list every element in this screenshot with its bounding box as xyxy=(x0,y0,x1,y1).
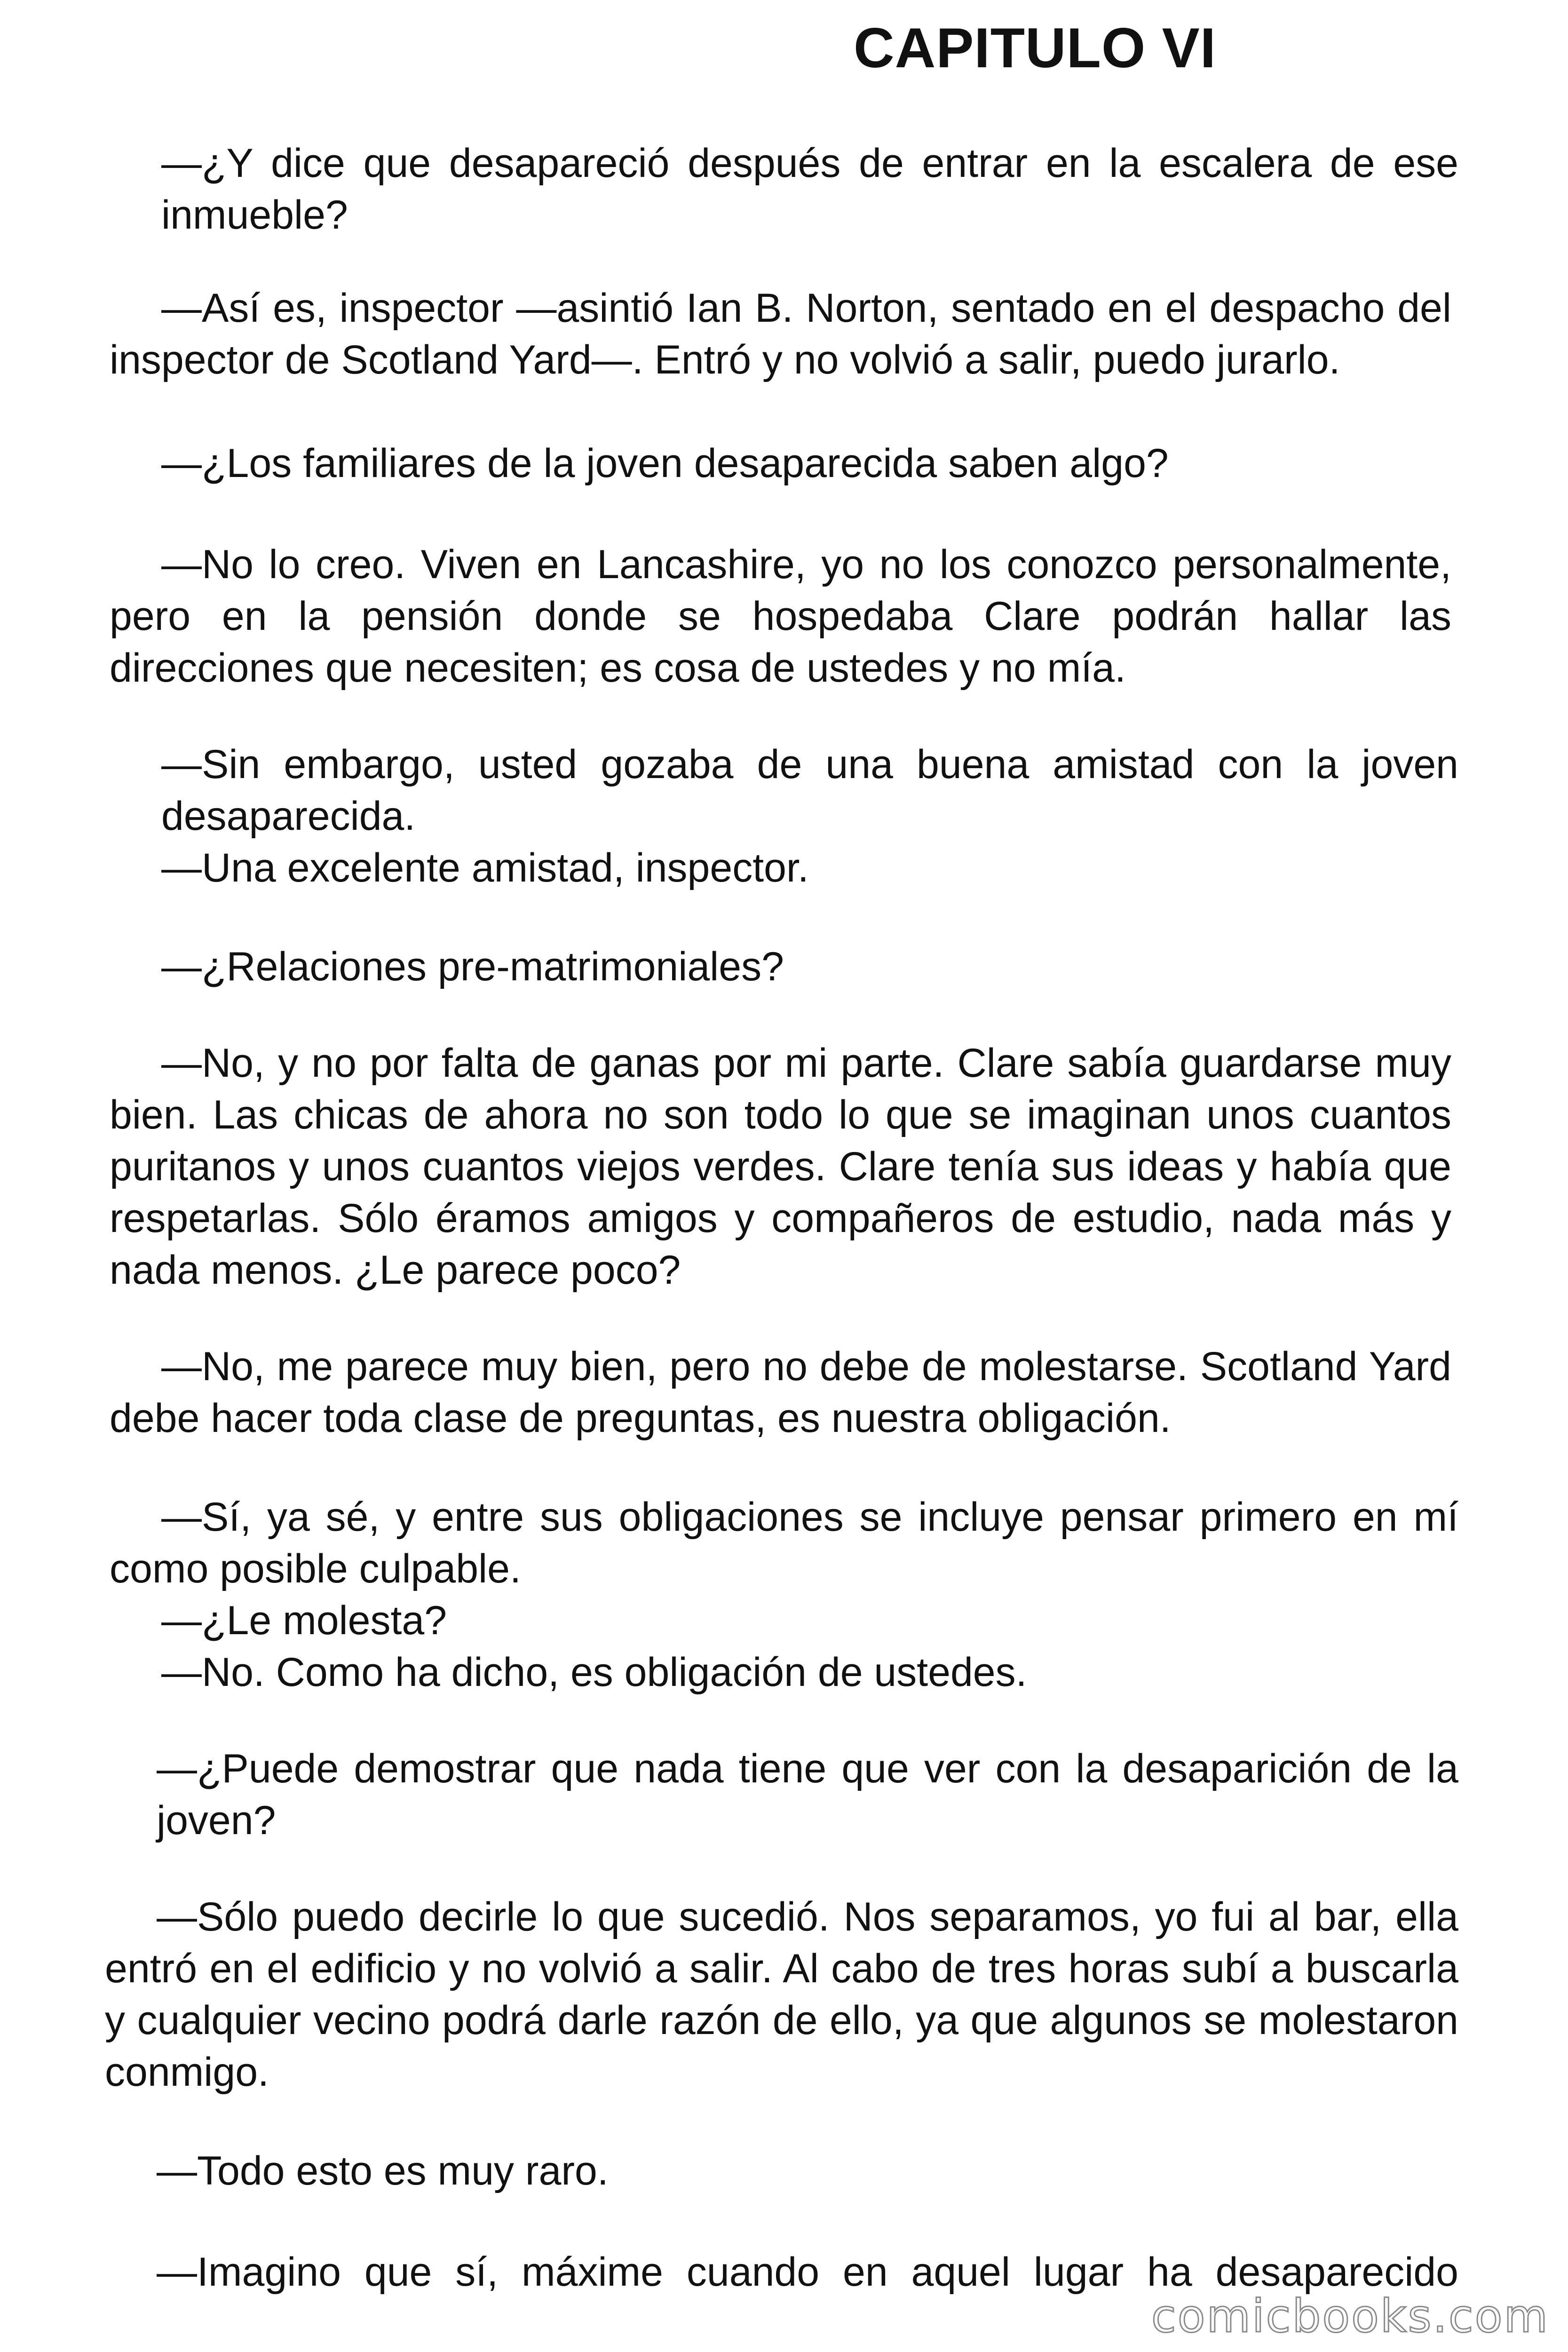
paragraph-14: —Sólo puedo decirle lo que sucedió. Nos separamos, yo fui al bar, ella entró en el edificio y no volvió a salir. Al cabo de tres horas subí a buscarla y cualquier vecino podrá darle razón de ello, ya que algunos se molestaron conmigo. xyxy=(105,1894,1458,2095)
paragraph-11: —¿Le molesta? xyxy=(161,1598,447,1643)
watermark-logo: comicbooks.com xyxy=(1151,2290,1549,2343)
paragraph-15: —Todo esto es muy raro. xyxy=(157,2148,609,2193)
paragraph-3: —¿Los familiares de la joven desaparecida saben algo? xyxy=(161,441,1169,486)
paragraph-13: —¿Puede demostrar que nada tiene que ver con la desaparición de la joven? xyxy=(157,1746,1458,1843)
paragraph-6: —Una excelente amistad, inspector. xyxy=(161,845,809,890)
paragraph-7: —¿Relaciones pre-matrimoniales? xyxy=(161,944,784,989)
paragraph-8: —No, y no por falta de ganas por mi parte. Clare sabía guardarse muy bien. Las chicas de ahora no son todo lo que se imaginan unos cuantos puritanos y unos cuantos viejos verdes. Clare tenía sus ideas y había que respetarlas. Sólo éramos amigos y compañeros de estudio, nada más y nada menos. ¿Le parece poco? xyxy=(110,1041,1451,1293)
paragraph-2: —Así es, inspector —asintió Ian B. Norton, sentado en el despacho del inspector de Scotland Yard—. Entró y no volvió a salir, puedo jurarlo. xyxy=(110,286,1451,382)
paragraph-1: —¿Y dice que desapareció después de entrar en la escalera de ese inmueble? xyxy=(161,141,1458,238)
paragraph-16: —Imagino que sí, máxime cuando en aquel lugar ha desaparecido xyxy=(157,2249,1458,2295)
paragraph-12: —No. Como ha dicho, es obligación de ustedes. xyxy=(161,1650,1027,1695)
paragraph-5: —Sin embargo, usted gozaba de una buena amistad con la joven desaparecida. xyxy=(161,742,1458,839)
paragraph-10: —Sí, ya sé, y entre sus obligaciones se incluye pensar primero en mí como posible culpable. xyxy=(110,1494,1458,1591)
paragraph-4: —No lo creo. Viven en Lancashire, yo no los conozco personalmente, pero en la pensión donde se hospedaba Clare podrán hallar las direcciones que necesiten; es cosa de ustedes y no mía. xyxy=(110,542,1451,691)
chapter-title: CAPITULO VI xyxy=(854,16,1217,79)
paragraph-9: —No, me parece muy bien, pero no debe de molestarse. Scotland Yard debe hacer toda clase de preguntas, es nuestra obligación. xyxy=(110,1344,1451,1441)
